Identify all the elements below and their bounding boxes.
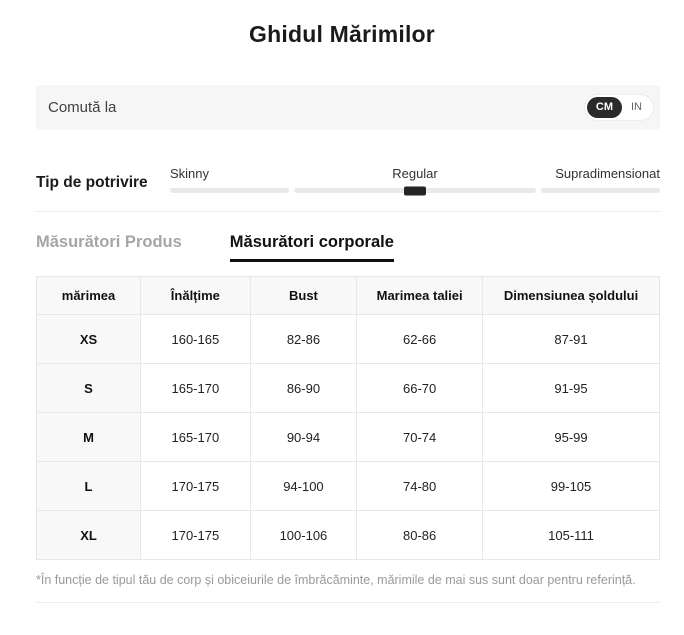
size-cell: S bbox=[37, 364, 141, 413]
measure-cell: 87-91 bbox=[483, 315, 660, 364]
measure-cell: 80-86 bbox=[357, 511, 483, 560]
fit-type-slider bbox=[170, 166, 660, 193]
unit-switch-bar bbox=[36, 85, 660, 130]
fit-slider-track[interactable] bbox=[170, 188, 660, 193]
unit-option-cm[interactable]: CM bbox=[587, 97, 622, 118]
size-cell: L bbox=[37, 462, 141, 511]
bottom-divider bbox=[36, 602, 660, 603]
fit-option-regular[interactable]: Regular bbox=[392, 166, 438, 181]
section-divider bbox=[36, 211, 660, 212]
column-header-bust: Bust bbox=[250, 277, 357, 315]
fit-option-skinny[interactable]: Skinny bbox=[170, 166, 210, 181]
tab-body-measurements[interactable]: Măsurători corporale bbox=[230, 233, 394, 262]
table-row bbox=[37, 315, 660, 364]
measurement-tabs bbox=[36, 233, 660, 262]
measure-cell: 165-170 bbox=[141, 364, 251, 413]
measure-cell: 160-165 bbox=[141, 315, 251, 364]
measure-cell: 86-90 bbox=[250, 364, 357, 413]
track-segment bbox=[170, 188, 289, 193]
measure-cell: 82-86 bbox=[250, 315, 357, 364]
tab-product-measurements[interactable]: Măsurători Produs bbox=[36, 233, 182, 251]
measure-cell: 70-74 bbox=[357, 413, 483, 462]
fit-slider-handle[interactable] bbox=[404, 186, 426, 195]
page-title: Ghidul Mărimilor bbox=[249, 21, 435, 47]
measure-cell: 105-111 bbox=[483, 511, 660, 560]
column-header-size: mărimea bbox=[37, 277, 141, 315]
unit-option-in[interactable]: IN bbox=[622, 97, 651, 118]
measure-cell: 62-66 bbox=[357, 315, 483, 364]
track-segment bbox=[294, 188, 413, 193]
fit-type-label: Tip de potrivire bbox=[36, 174, 148, 191]
column-header-hip: Dimensiunea șoldului bbox=[483, 277, 660, 315]
table-row bbox=[37, 462, 660, 511]
unit-switch-label: Comută la bbox=[48, 99, 117, 116]
size-cell: XS bbox=[37, 315, 141, 364]
fit-type-row bbox=[36, 166, 660, 193]
column-header-waist: Marimea taliei bbox=[357, 277, 483, 315]
fit-slider-labels bbox=[170, 166, 660, 181]
size-cell: M bbox=[37, 413, 141, 462]
measure-cell: 66-70 bbox=[357, 364, 483, 413]
measure-cell: 91-95 bbox=[483, 364, 660, 413]
column-header-height: Înălțime bbox=[141, 277, 251, 315]
measure-cell: 95-99 bbox=[483, 413, 660, 462]
measure-cell: 99-105 bbox=[483, 462, 660, 511]
size-table bbox=[36, 276, 660, 560]
table-row bbox=[37, 511, 660, 560]
table-row bbox=[37, 413, 660, 462]
track-segment bbox=[541, 188, 660, 193]
size-cell: XL bbox=[37, 511, 141, 560]
measure-cell: 74-80 bbox=[357, 462, 483, 511]
table-row bbox=[37, 364, 660, 413]
reference-footnote: *În funcție de tipul tău de corp și obiceiurile de îmbrăcăminte, mărimile de mai sus sunt doar pentru referință. bbox=[36, 573, 636, 587]
unit-toggle bbox=[584, 94, 654, 121]
measure-cell: 165-170 bbox=[141, 413, 251, 462]
measure-cell: 170-175 bbox=[141, 462, 251, 511]
track-segment bbox=[418, 188, 537, 193]
fit-option-supradimensionat[interactable]: Supradimensionat bbox=[555, 166, 660, 181]
table-header-row bbox=[37, 277, 660, 315]
measure-cell: 100-106 bbox=[250, 511, 357, 560]
measure-cell: 90-94 bbox=[250, 413, 357, 462]
measure-cell: 170-175 bbox=[141, 511, 251, 560]
measure-cell: 94-100 bbox=[250, 462, 357, 511]
